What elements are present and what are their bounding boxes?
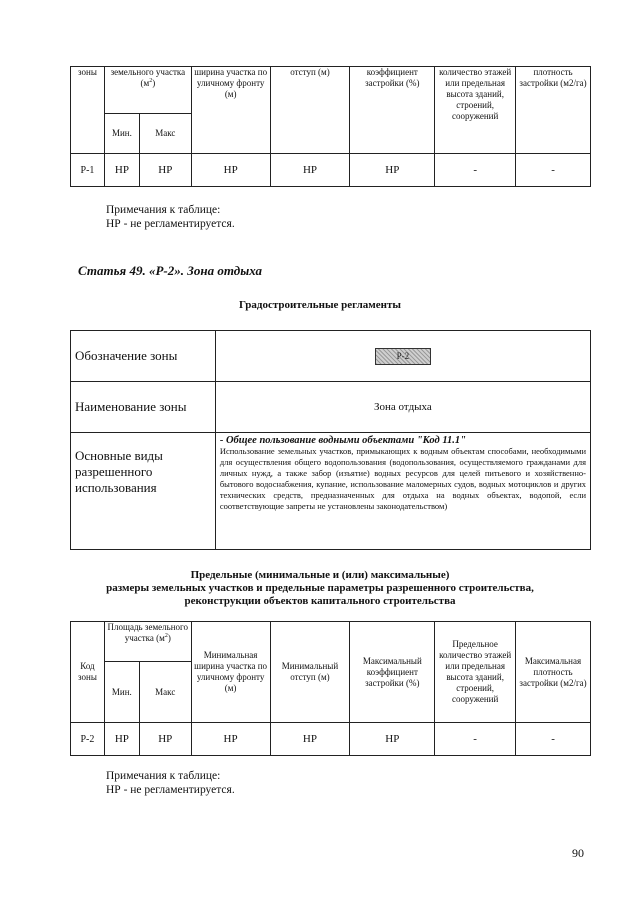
- cell-coef: НР: [350, 154, 435, 187]
- cell-floors: -: [435, 154, 516, 187]
- header-max: Макс: [139, 114, 191, 154]
- notes-text: НР - не регламентируется.: [106, 784, 235, 796]
- limits-heading-line2: размеры земельных участков и предельные параметры разрешенного строительства,: [106, 582, 534, 594]
- cell-min: НР: [104, 723, 139, 756]
- uses-label: Основные виды разрешенного использования: [71, 433, 216, 550]
- cell-width: НР: [191, 154, 270, 187]
- article-title: Статья 49. «Р-2». Зона отдыха: [78, 263, 263, 278]
- header-setback: Минимальный отступ (м): [270, 622, 350, 723]
- header-min: Мин.: [104, 662, 139, 723]
- cell-setback: НР: [270, 154, 350, 187]
- cell-floors: -: [435, 723, 516, 756]
- header-width: ширина участка по уличному фронту (м): [191, 67, 270, 154]
- header-width: Минимальная ширина участка по уличному фронту (м): [191, 622, 270, 723]
- header-coef: коэффициент застройки (%): [350, 67, 435, 154]
- table-notes-2: [106, 769, 235, 797]
- table-notes-1: [106, 203, 235, 231]
- cell-code: Р-2: [71, 723, 105, 756]
- zone-table: [70, 330, 591, 550]
- header-density: плотность застройки (м2/га): [516, 67, 591, 154]
- header-min: Мин.: [104, 114, 139, 154]
- uses-description: [215, 433, 590, 550]
- params-table-r1: [70, 66, 591, 187]
- limits-heading-line3: реконструкции объектов капитального строительства: [184, 595, 456, 607]
- cell-min: НР: [104, 154, 139, 187]
- params-table-r2: [70, 621, 591, 756]
- zone-name: Зона отдыха: [215, 382, 590, 433]
- header-floors: количество этажей или предельная высота зданий, строений, сооружений: [435, 67, 516, 154]
- header-floors: Предельное количество этажей или предельная высота зданий, строений, сооружений: [435, 622, 516, 723]
- cell-max: НР: [139, 154, 191, 187]
- header-density: Максимальная плотность застройки (м2/га): [516, 622, 591, 723]
- cell-setback: НР: [270, 723, 350, 756]
- header-area: Площадь земельного участка $(м^2)$: [104, 622, 191, 662]
- designation-label: Обозначение зоны: [71, 331, 216, 382]
- header-setback: отступ (м): [270, 67, 350, 154]
- use-text: Использование земельных участков, примыкающих к водным объектам способами, необходимыми для осуществления общего водопользования (водопользования, осуществляемого гражданами для личных нужд, а также забор (изъятие) водных ресурсов для целей питьевого и хозяйственно-бытового водоснабжения, купание, использование маломерных судов, водных мотоциклов и других технических средств, предназначенных для отдыха на водных объектах, водопой, если соответствующие запреты не установлены законодательством): [219, 446, 586, 511]
- regulations-heading: Градостроительные регламенты: [238, 299, 401, 311]
- header-max: Макс: [139, 662, 191, 723]
- cell-density: -: [516, 723, 591, 756]
- header-area: земельного участка $(м^2)$: [104, 67, 191, 114]
- notes-title: Примечания к таблице:: [106, 204, 221, 216]
- cell-width: НР: [191, 723, 270, 756]
- cell-density: -: [516, 154, 591, 187]
- cell-code: Р-1: [71, 154, 105, 187]
- zone-code-badge: Р-2: [375, 348, 431, 365]
- limits-heading: [0, 569, 640, 608]
- name-label: Наименование зоны: [71, 382, 216, 433]
- header-zone-code: Код зоны: [71, 622, 105, 723]
- header-coef: Максимальный коэффициент застройки (%): [350, 622, 435, 723]
- notes-title: Примечания к таблице:: [106, 770, 221, 782]
- use-title: - Общее пользование водными объектами "Код 11.1": [219, 435, 466, 446]
- cell-coef: НР: [350, 723, 435, 756]
- designation-cell: [215, 331, 590, 382]
- limits-heading-line1: Предельные (минимальные и (или) максимальные): [190, 569, 450, 581]
- table-row: [71, 154, 591, 187]
- page-number: 90: [572, 846, 584, 860]
- table-row: [71, 723, 591, 756]
- header-zone-code: зоны: [71, 67, 105, 154]
- cell-max: НР: [139, 723, 191, 756]
- notes-text: НР - не регламентируется.: [106, 218, 235, 230]
